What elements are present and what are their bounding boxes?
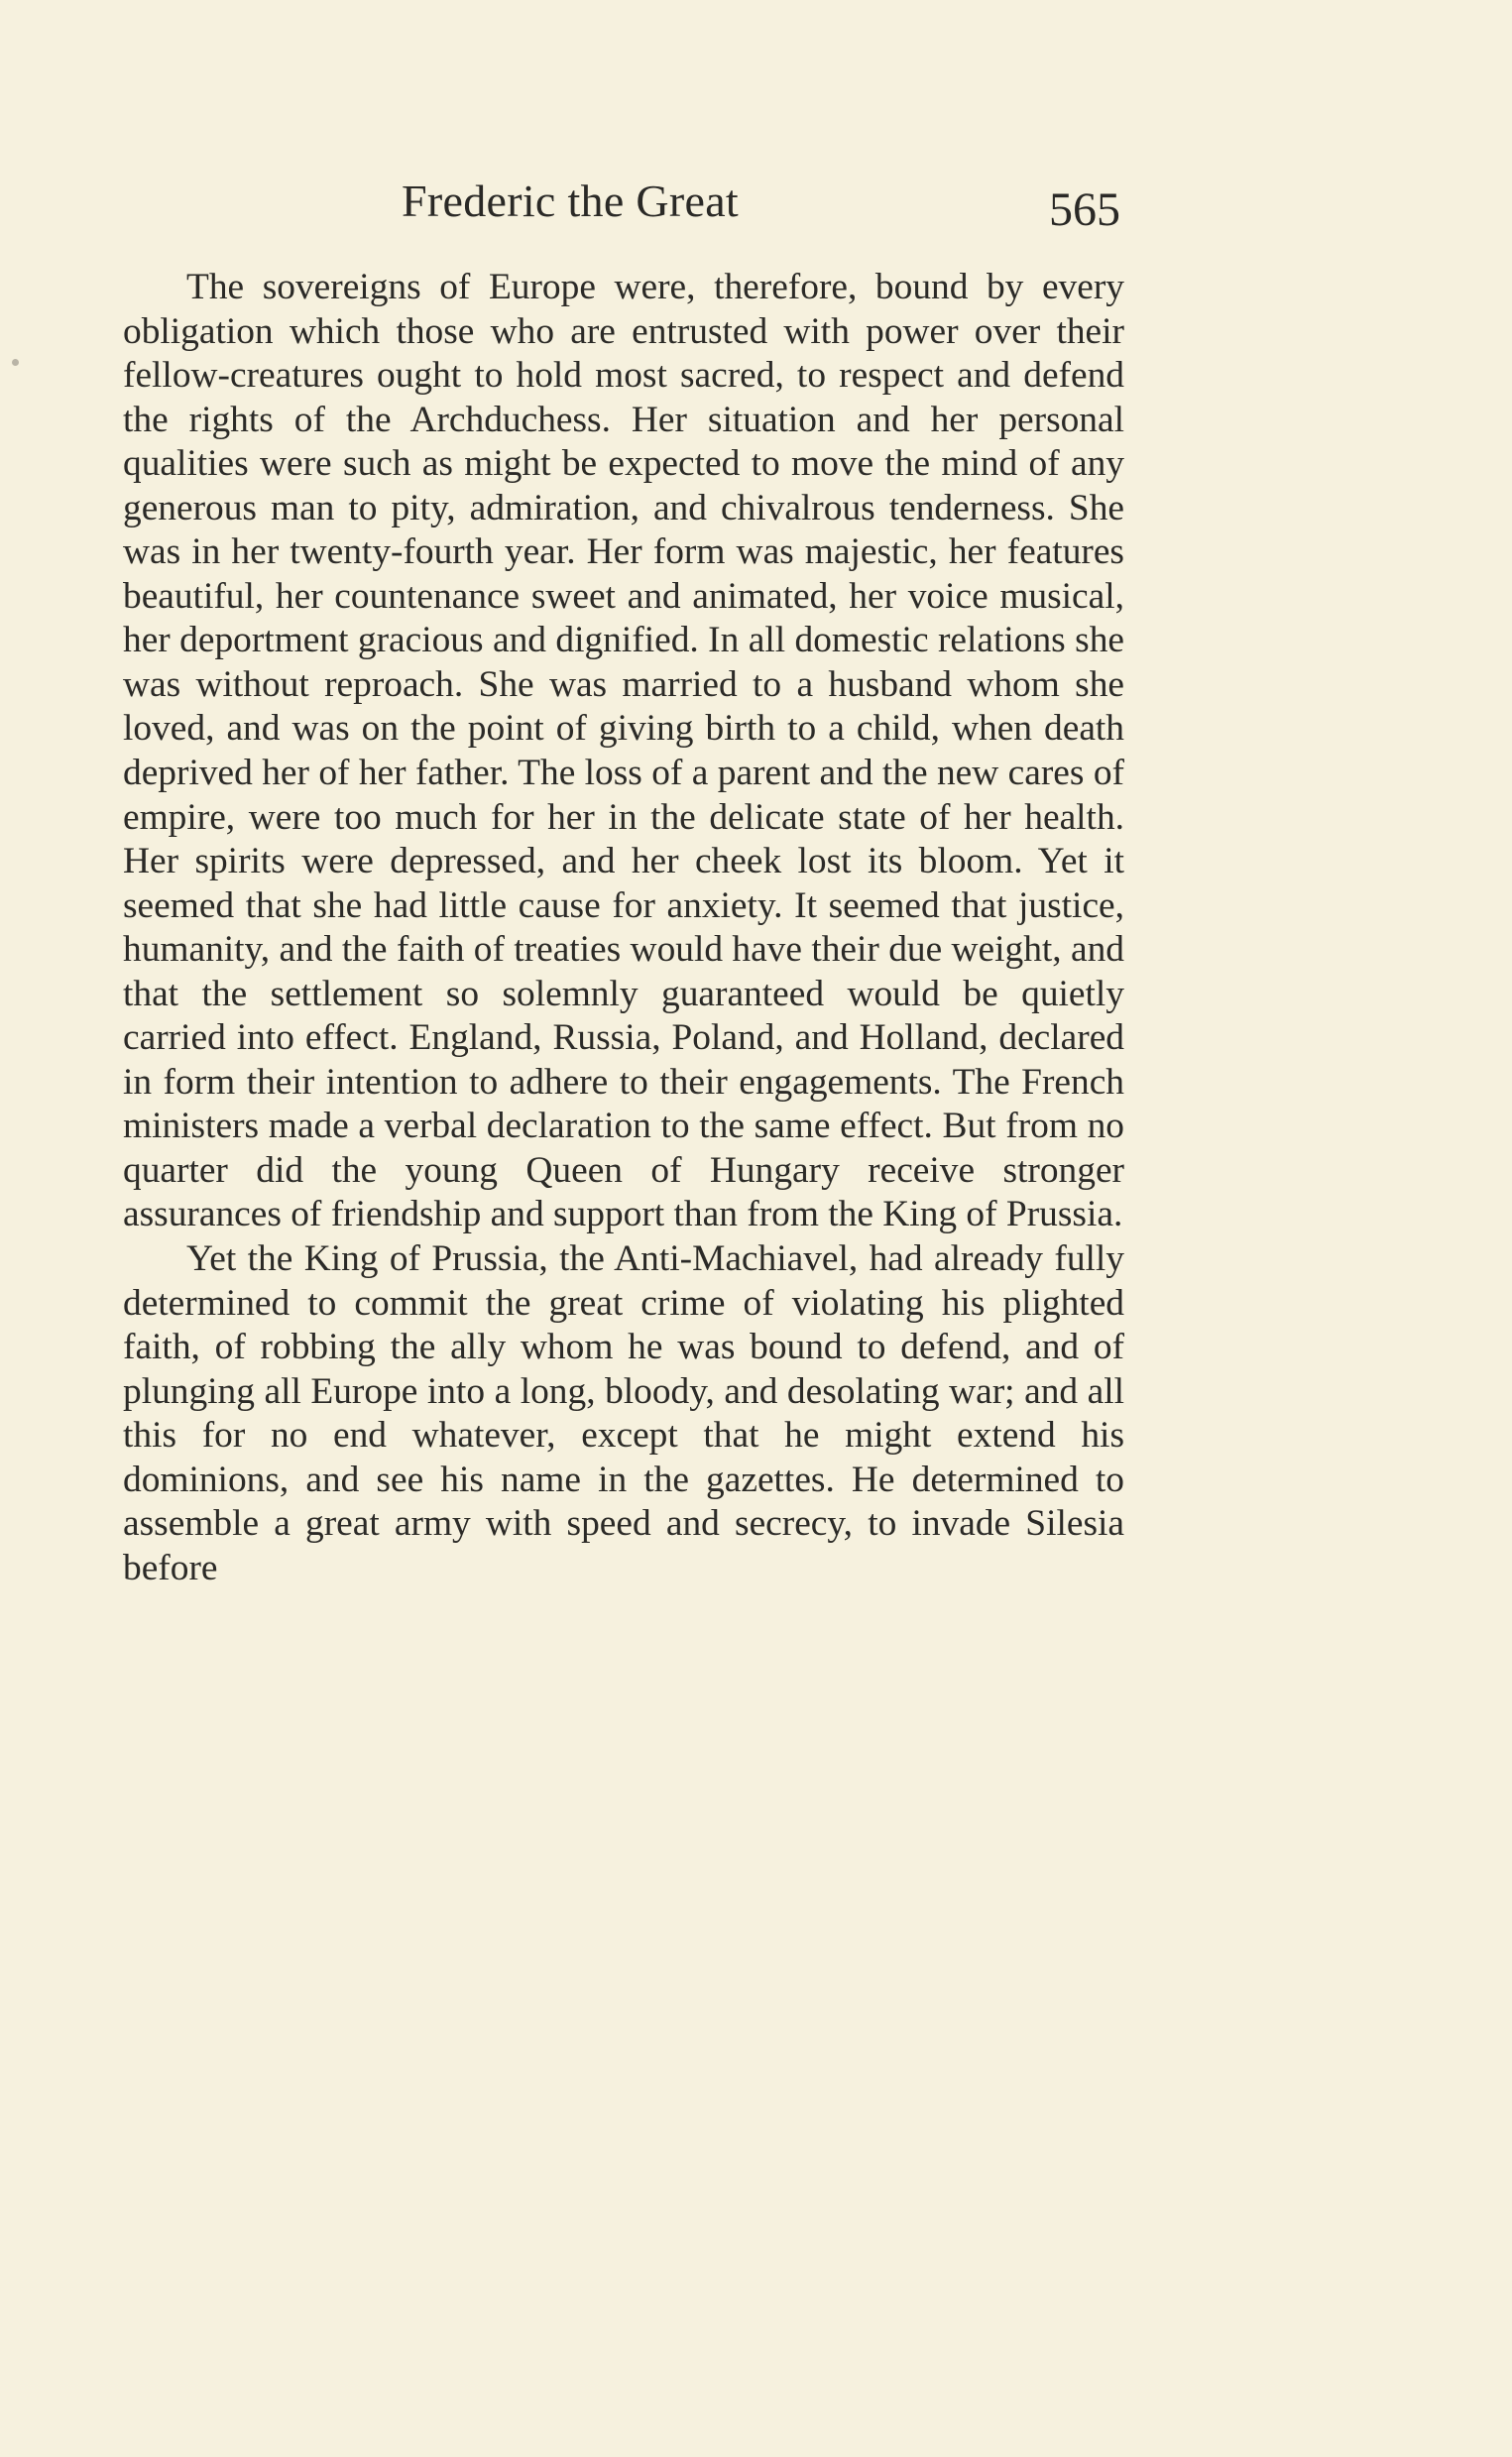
- page-number: 565: [1049, 183, 1120, 236]
- paper-speck: [12, 359, 19, 366]
- running-head-title: Frederic the Great: [402, 176, 740, 226]
- paragraph-1: The sovereigns of Europe were, therefore, bound by every obligation which those who are entrusted with power over their fellow-creatures ought to hold most sacred, to respect and defend the rights of the Archduchess. Her situation and her personal qualities were such as might be expected to move the mind of any generous man to pity, admiration, and chivalrous tenderness. She was in her twenty-fourth year. Her form was majestic, her features beautiful, her countenance sweet and animated, her voice musical, her deportment gracious and dignified. In all domestic relations she was without reproach. She was married to a husband whom she loved, and was on the point of giving birth to a child, when death deprived her of her father. The loss of a parent and the new cares of empire, were too much for her in the delicate state of her health. Her spirits were depressed, and her cheek lost its bloom. Yet it seemed that she had little cause for anxiety. It seemed that justice, humanity, and the faith of treaties would have their due weight, and that the settlement so solemnly guaranteed would be quietly carried into effect. England, Russia, Poland, and Holland, declared in form their intention to adhere to their engagements. The French ministers made a verbal declaration to the same effect. But from no quarter did the young Queen of Hungary receive stronger assurances of friendship and support than from the King of Prussia.: [123, 267, 1124, 1235]
- body-text: [123, 266, 1124, 1590]
- paragraph-2: Yet the King of Prussia, the Anti-Machiavel, had already fully determined to commit the great crime of violating his plighted faith, of robbing the ally whom he was bound to defend, and of plunging all Europe into a long, bloody, and desolating war; and all this for no end whatever, except that he might extend his dominions, and see his name in the gazettes. He determined to assemble a great army with speed and secrecy, to invade Silesia before: [123, 1238, 1124, 1588]
